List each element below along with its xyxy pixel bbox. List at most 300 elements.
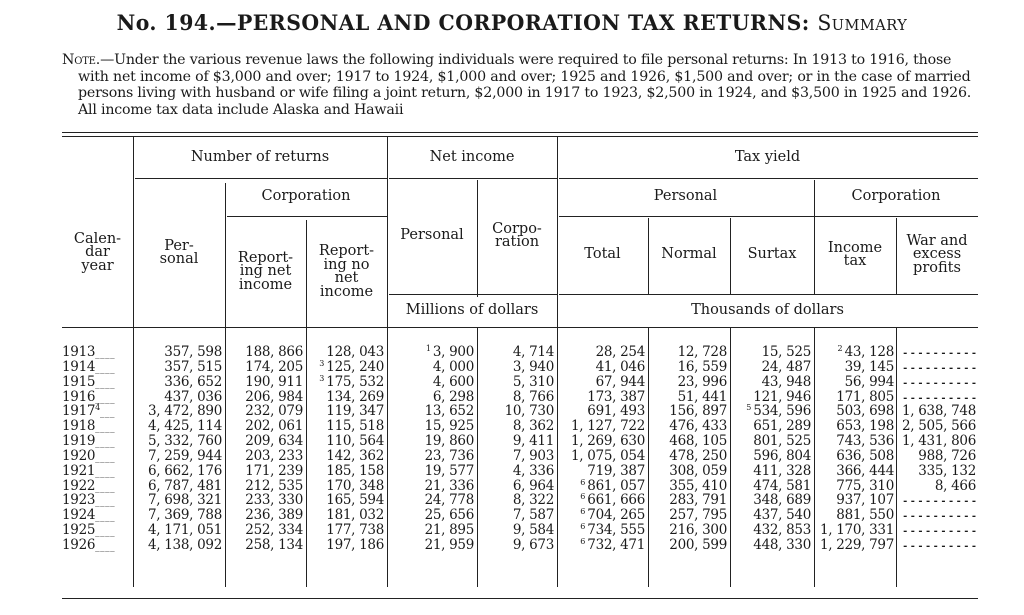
cell-reporting-net-income — [225, 419, 303, 434]
header-calendar-year — [62, 178, 133, 328]
cell-value: 3, 900 — [432, 344, 474, 360]
cell-surtax — [730, 390, 811, 405]
year-value: 1917 — [62, 403, 96, 420]
cell-income-tax — [814, 449, 894, 464]
note-text: —Under the various revenue laws the following individuals were required to file personal returns: In 1913 to 1916, those with net income of $3,000 and over; 1917 to 1924, $1,000 and over; 1925 and 1926, $1,500 and over; or in the case of married persons living with husband or wife filing a joint return, $2,000 in 1917 to 1923, $2,500 in 1924, and $3,500 in 1925 and 1926. All income tax data include Alaska and Hawaii — [78, 52, 972, 118]
footnote-marker: 6 — [580, 522, 588, 532]
cell-year — [62, 464, 132, 479]
cell-value: 43, 128 — [844, 344, 894, 360]
cell-value: 732, 471 — [587, 536, 645, 553]
cell-normal — [648, 419, 727, 434]
leader-dots: ____ — [95, 527, 116, 538]
cell-value: 366, 444 — [836, 462, 894, 479]
cell-year — [62, 538, 132, 553]
cell-value: - - - - - - - - - - — [903, 511, 976, 523]
cell-surtax — [730, 360, 811, 375]
cell-ni-personal — [387, 375, 474, 390]
cell-value: 5, 310 — [512, 373, 554, 390]
cell-surtax — [730, 449, 811, 464]
cell-value: 203, 233 — [245, 447, 303, 464]
leader-dots: ____ — [95, 541, 116, 552]
cell-normal — [648, 434, 727, 449]
cell-ni-corporation — [477, 479, 554, 494]
cell-value: 142, 362 — [326, 447, 384, 464]
header-returns-personal-text: Per-sonal — [159, 237, 199, 267]
cell-value: 12, 728 — [677, 344, 727, 360]
cell-income-tax — [814, 434, 894, 449]
cell-value: 468, 105 — [669, 433, 727, 450]
header-returns-corporation: Corporation — [261, 188, 351, 205]
table-note — [62, 52, 982, 118]
cell-income-tax — [814, 390, 894, 405]
cell-normal — [648, 390, 727, 405]
cell-value: 41, 046 — [595, 358, 645, 375]
cell-ni-personal — [387, 493, 474, 508]
cell-income-tax — [814, 419, 894, 434]
cell-value: 232, 079 — [245, 403, 303, 420]
cell-returns-personal — [133, 345, 222, 360]
cell-value: 1, 431, 806 — [902, 433, 976, 450]
year-value: 1915 — [62, 373, 96, 390]
cell-ni-personal — [387, 449, 474, 464]
cell-value: 719, 387 — [587, 462, 645, 479]
cell-total — [557, 434, 645, 449]
header-net-income: Net income — [429, 148, 515, 165]
cell-value: 937, 107 — [836, 492, 894, 509]
cell-value: 7, 587 — [512, 507, 554, 524]
cell-value: 6, 662, 176 — [148, 462, 222, 479]
cell-reporting-net-income — [225, 508, 303, 523]
cell-war-excess-profits — [898, 360, 976, 375]
cell-value: 177, 738 — [326, 522, 384, 539]
cell-reporting-no-net-income — [306, 538, 384, 553]
cell-value: 7, 903 — [512, 447, 554, 464]
cell-reporting-net-income — [225, 390, 303, 405]
cell-value: 474, 581 — [753, 477, 811, 494]
cell-normal — [648, 345, 727, 360]
cell-value: 21, 959 — [424, 536, 474, 553]
cell-reporting-no-net-income — [306, 523, 384, 538]
cell-value: 171, 805 — [836, 388, 894, 405]
cell-ni-personal — [387, 434, 474, 449]
cell-value: 7, 698, 321 — [148, 492, 222, 509]
cell-reporting-no-net-income — [306, 434, 384, 449]
year-value: 1920 — [62, 447, 96, 464]
cell-ni-personal — [387, 479, 474, 494]
cell-value: 4, 171, 051 — [148, 522, 222, 539]
cell-value: 283, 791 — [669, 492, 727, 509]
cell-value: 5, 332, 760 — [148, 433, 222, 450]
cell-value: - - - - - - - - - - — [903, 392, 976, 404]
column-reporting-net-income — [225, 345, 303, 553]
cell-value: 181, 032 — [326, 507, 384, 524]
cell-ni-personal — [387, 523, 474, 538]
cell-value: 661, 666 — [587, 492, 645, 509]
cell-ni-personal — [387, 538, 474, 553]
cell-value: 503, 698 — [836, 403, 894, 420]
cell-reporting-no-net-income — [306, 479, 384, 494]
cell-value: 355, 410 — [669, 477, 727, 494]
cell-value: 437, 540 — [753, 507, 811, 524]
cell-value: 15, 925 — [424, 418, 474, 435]
cell-reporting-no-net-income — [306, 493, 384, 508]
cell-year — [62, 419, 132, 434]
cell-value: 156, 897 — [669, 403, 727, 420]
cell-value: 197, 186 — [326, 536, 384, 553]
cell-value: 775, 310 — [836, 477, 894, 494]
footnote-marker: 6 — [580, 507, 588, 517]
header-reporting-no-net-income-text: Report-ing no net income — [318, 243, 375, 300]
table-title-suffix: Summary — [817, 11, 908, 35]
cell-war-excess-profits — [898, 404, 976, 419]
cell-returns-personal — [133, 419, 222, 434]
cell-value: 308, 059 — [669, 462, 727, 479]
cell-value: 7, 369, 788 — [148, 507, 222, 524]
cell-reporting-no-net-income — [306, 449, 384, 464]
cell-value: 653, 198 — [836, 418, 894, 435]
leader-dots: ____ — [95, 452, 116, 463]
cell-value: 188, 866 — [245, 344, 303, 360]
cell-war-excess-profits — [898, 449, 976, 464]
cell-value: 206, 984 — [245, 388, 303, 405]
cell-total — [557, 508, 645, 523]
cell-returns-personal — [133, 464, 222, 479]
header-ni-personal: Personal — [400, 227, 464, 244]
column-year — [62, 345, 132, 553]
year-value: 1918 — [62, 418, 96, 435]
cell-value: 23, 736 — [424, 447, 474, 464]
cell-value: 21, 336 — [424, 477, 474, 494]
cell-ni-corporation — [477, 449, 554, 464]
leader-dots: ____ — [95, 482, 116, 493]
header-thousands-of-dollars: Thousands of dollars — [691, 301, 844, 318]
cell-value: 19, 577 — [424, 462, 474, 479]
column-normal — [648, 345, 727, 553]
cell-income-tax — [814, 345, 894, 360]
cell-value: 6, 964 — [512, 477, 554, 494]
cell-value: 252, 334 — [245, 522, 303, 539]
cell-value: 801, 525 — [753, 433, 811, 450]
cell-income-tax — [814, 538, 894, 553]
top-rule — [62, 132, 978, 133]
cell-reporting-net-income — [225, 360, 303, 375]
cell-value: 24, 778 — [424, 492, 474, 509]
footnote-marker: 6 — [580, 492, 588, 502]
cell-value: 4, 425, 114 — [148, 418, 222, 435]
cell-normal — [648, 523, 727, 538]
cell-surtax — [730, 493, 811, 508]
cell-value: 39, 145 — [844, 358, 894, 375]
cell-value: 336, 652 — [164, 373, 222, 390]
cell-value: 9, 584 — [512, 522, 554, 539]
footnote-marker: 5 — [746, 403, 754, 413]
cell-value: 734, 555 — [587, 522, 645, 539]
leader-dots: ____ — [95, 393, 116, 404]
cell-value: 7, 259, 944 — [148, 447, 222, 464]
cell-returns-personal — [133, 523, 222, 538]
cell-ni-corporation — [477, 464, 554, 479]
cell-reporting-net-income — [225, 523, 303, 538]
footnote-marker: 3 — [319, 373, 327, 383]
cell-surtax — [730, 434, 811, 449]
cell-ni-personal — [387, 390, 474, 405]
cell-value: 743, 536 — [836, 433, 894, 450]
cell-ni-personal — [387, 345, 474, 360]
cell-value: 51, 441 — [677, 388, 727, 405]
cell-ni-corporation — [477, 419, 554, 434]
cell-ni-personal — [387, 419, 474, 434]
cell-value: 651, 289 — [753, 418, 811, 435]
cell-value: 432, 853 — [753, 522, 811, 539]
cell-war-excess-profits — [898, 419, 976, 434]
cell-ni-corporation — [477, 434, 554, 449]
cell-reporting-net-income — [225, 434, 303, 449]
cell-value: 8, 322 — [512, 492, 554, 509]
cell-total — [557, 464, 645, 479]
cell-total — [557, 479, 645, 494]
cell-returns-personal — [133, 538, 222, 553]
cell-value: 170, 348 — [326, 477, 384, 494]
cell-year — [62, 434, 132, 449]
cell-value: 478, 250 — [669, 447, 727, 464]
header-tax-yield: Tax yield — [734, 148, 801, 165]
cell-reporting-no-net-income — [306, 345, 384, 360]
column-returns-personal — [133, 345, 222, 553]
cell-value: 216, 300 — [669, 522, 727, 539]
cell-returns-personal — [133, 390, 222, 405]
cell-year — [62, 375, 132, 390]
cell-value: 357, 515 — [164, 358, 222, 375]
cell-ni-corporation — [477, 360, 554, 375]
cell-value: 596, 804 — [753, 447, 811, 464]
cell-value: 24, 487 — [761, 358, 811, 375]
cell-total — [557, 345, 645, 360]
year-value: 1919 — [62, 433, 96, 450]
cell-year — [62, 493, 132, 508]
header-ty-corporation: Corporation — [851, 188, 941, 205]
note-lead: Note. — [62, 52, 101, 68]
cell-value: 134, 269 — [326, 388, 384, 405]
cell-value: 16, 559 — [677, 358, 727, 375]
cell-total — [557, 375, 645, 390]
cell-year — [62, 523, 132, 538]
cell-value: 8, 362 — [512, 418, 554, 435]
cell-surtax — [730, 419, 811, 434]
cell-ni-corporation — [477, 375, 554, 390]
cell-ni-corporation — [477, 390, 554, 405]
cell-value: 110, 564 — [326, 433, 384, 450]
cell-value: 23, 996 — [677, 373, 727, 390]
cell-value: 704, 265 — [587, 507, 645, 524]
column-reporting-no-net-income — [306, 345, 384, 553]
cell-value: 4, 600 — [432, 373, 474, 390]
cell-value: 43, 948 — [761, 373, 811, 390]
cell-value: 691, 493 — [587, 403, 645, 420]
cell-value: 28, 254 — [595, 344, 645, 360]
cell-war-excess-profits — [898, 493, 976, 508]
cell-reporting-no-net-income — [306, 508, 384, 523]
header-ty-personal: Personal — [653, 188, 718, 205]
cell-reporting-net-income — [225, 375, 303, 390]
cell-value: 348, 689 — [753, 492, 811, 509]
cell-ni-corporation — [477, 538, 554, 553]
cell-total — [557, 523, 645, 538]
cell-value: 335, 132 — [918, 462, 976, 479]
cell-reporting-no-net-income — [306, 375, 384, 390]
leader-dots: ____ — [95, 467, 116, 478]
header-income-tax — [814, 216, 896, 294]
cell-reporting-no-net-income — [306, 390, 384, 405]
year-value: 1913 — [62, 344, 96, 360]
cell-value: - - - - - - - - - - — [903, 348, 976, 359]
cell-value: 119, 347 — [326, 403, 384, 420]
cell-normal — [648, 479, 727, 494]
header-war-excess-profits — [896, 216, 978, 294]
cell-value: 8, 466 — [934, 477, 976, 494]
cell-value: 125, 240 — [326, 358, 384, 375]
cell-surtax — [730, 375, 811, 390]
cell-normal — [648, 404, 727, 419]
column-war-excess-profits — [898, 345, 976, 553]
year-value: 1916 — [62, 388, 96, 405]
leader-dots: ____ — [95, 497, 116, 508]
leader-dots: ___ — [99, 408, 115, 419]
cell-surtax — [730, 479, 811, 494]
column-income-tax — [814, 345, 894, 553]
leader-dots: ____ — [95, 512, 116, 523]
cell-reporting-net-income — [225, 538, 303, 553]
cell-value: 2, 505, 566 — [902, 418, 976, 435]
cell-value: 3, 940 — [512, 358, 554, 375]
cell-value: 1, 170, 331 — [820, 522, 894, 539]
header-returns-personal — [133, 178, 225, 328]
cell-war-excess-profits — [898, 345, 976, 360]
cell-war-excess-profits — [898, 375, 976, 390]
footnote-marker: 6 — [580, 536, 588, 546]
cell-value: 6, 298 — [432, 388, 474, 405]
cell-returns-personal — [133, 493, 222, 508]
cell-ni-personal — [387, 404, 474, 419]
cell-income-tax — [814, 493, 894, 508]
cell-ni-corporation — [477, 523, 554, 538]
cell-value: 128, 043 — [326, 344, 384, 360]
year-value: 1925 — [62, 522, 96, 539]
cell-value: 6, 787, 481 — [148, 477, 222, 494]
cell-value: 534, 596 — [753, 403, 811, 420]
cell-value: 357, 598 — [164, 344, 222, 360]
cell-returns-personal — [133, 449, 222, 464]
cell-reporting-net-income — [225, 464, 303, 479]
cell-total — [557, 419, 645, 434]
cell-normal — [648, 464, 727, 479]
cell-reporting-net-income — [225, 449, 303, 464]
cell-value: 4, 336 — [512, 462, 554, 479]
cell-returns-personal — [133, 479, 222, 494]
cell-reporting-no-net-income — [306, 404, 384, 419]
cell-value: 861, 057 — [587, 477, 645, 494]
cell-year — [62, 404, 132, 419]
cell-value: 258, 134 — [245, 536, 303, 553]
cell-ni-corporation — [477, 345, 554, 360]
cell-total — [557, 360, 645, 375]
cell-income-tax — [814, 508, 894, 523]
cell-year — [62, 508, 132, 523]
cell-value: 1, 229, 797 — [820, 536, 894, 553]
cell-ni-personal — [387, 464, 474, 479]
cell-value: 56, 994 — [844, 373, 894, 390]
header-reporting-net-income-text: Report-ing net income — [237, 249, 294, 293]
cell-income-tax — [814, 523, 894, 538]
cell-total — [557, 538, 645, 553]
cell-value: 67, 944 — [595, 373, 645, 390]
cell-surtax — [730, 345, 811, 360]
cell-normal — [648, 538, 727, 553]
year-value: 1914 — [62, 358, 96, 375]
header-millions-of-dollars: Millions of dollars — [405, 301, 539, 318]
header-ni-corporation-text: Corpo-ration — [492, 220, 542, 250]
table-title — [15, 10, 1008, 35]
cell-reporting-no-net-income — [306, 360, 384, 375]
cell-value: 202, 061 — [245, 418, 303, 435]
year-value: 1923 — [62, 492, 96, 509]
leader-dots: ____ — [95, 349, 116, 359]
cell-value: 10, 730 — [504, 403, 554, 420]
leader-dots: ____ — [95, 378, 116, 389]
header-reporting-no-net-income — [306, 216, 387, 328]
cell-value: 257, 795 — [669, 507, 727, 524]
cell-normal — [648, 508, 727, 523]
cell-value: 200, 599 — [669, 536, 727, 553]
footnote-marker: 2 — [837, 344, 845, 353]
cell-surtax — [730, 523, 811, 538]
cell-value: - - - - - - - - - - — [903, 496, 976, 508]
cell-war-excess-profits — [898, 508, 976, 523]
header-total: Total — [584, 246, 621, 263]
cell-value: 8, 766 — [512, 388, 554, 405]
cell-value: 881, 550 — [836, 507, 894, 524]
cell-war-excess-profits — [898, 434, 976, 449]
cell-value: - - - - - - - - - - — [903, 540, 976, 552]
cell-value: 9, 411 — [512, 433, 554, 450]
cell-value: 174, 205 — [245, 358, 303, 375]
cell-value: 1, 075, 054 — [571, 447, 645, 464]
cell-value: 115, 518 — [326, 418, 384, 435]
cell-value: 171, 239 — [245, 462, 303, 479]
header-normal: Normal — [661, 246, 717, 263]
cell-value: 1, 269, 630 — [571, 433, 645, 450]
cell-value: 209, 634 — [245, 433, 303, 450]
cell-ni-personal — [387, 360, 474, 375]
leader-dots: ____ — [95, 423, 116, 434]
cell-war-excess-profits — [898, 523, 976, 538]
cell-reporting-net-income — [225, 479, 303, 494]
cell-surtax — [730, 508, 811, 523]
cell-returns-personal — [133, 434, 222, 449]
cell-value: 448, 330 — [753, 536, 811, 553]
cell-value: 236, 389 — [245, 507, 303, 524]
cell-ni-corporation — [477, 493, 554, 508]
cell-income-tax — [814, 360, 894, 375]
cell-returns-personal — [133, 508, 222, 523]
cell-value: 1, 127, 722 — [571, 418, 645, 435]
cell-total — [557, 493, 645, 508]
year-value: 1926 — [62, 536, 96, 553]
cell-returns-personal — [133, 360, 222, 375]
leader-dots: ____ — [95, 438, 116, 449]
cell-value: 15, 525 — [761, 344, 811, 360]
cell-normal — [648, 493, 727, 508]
cell-value: 233, 330 — [245, 492, 303, 509]
